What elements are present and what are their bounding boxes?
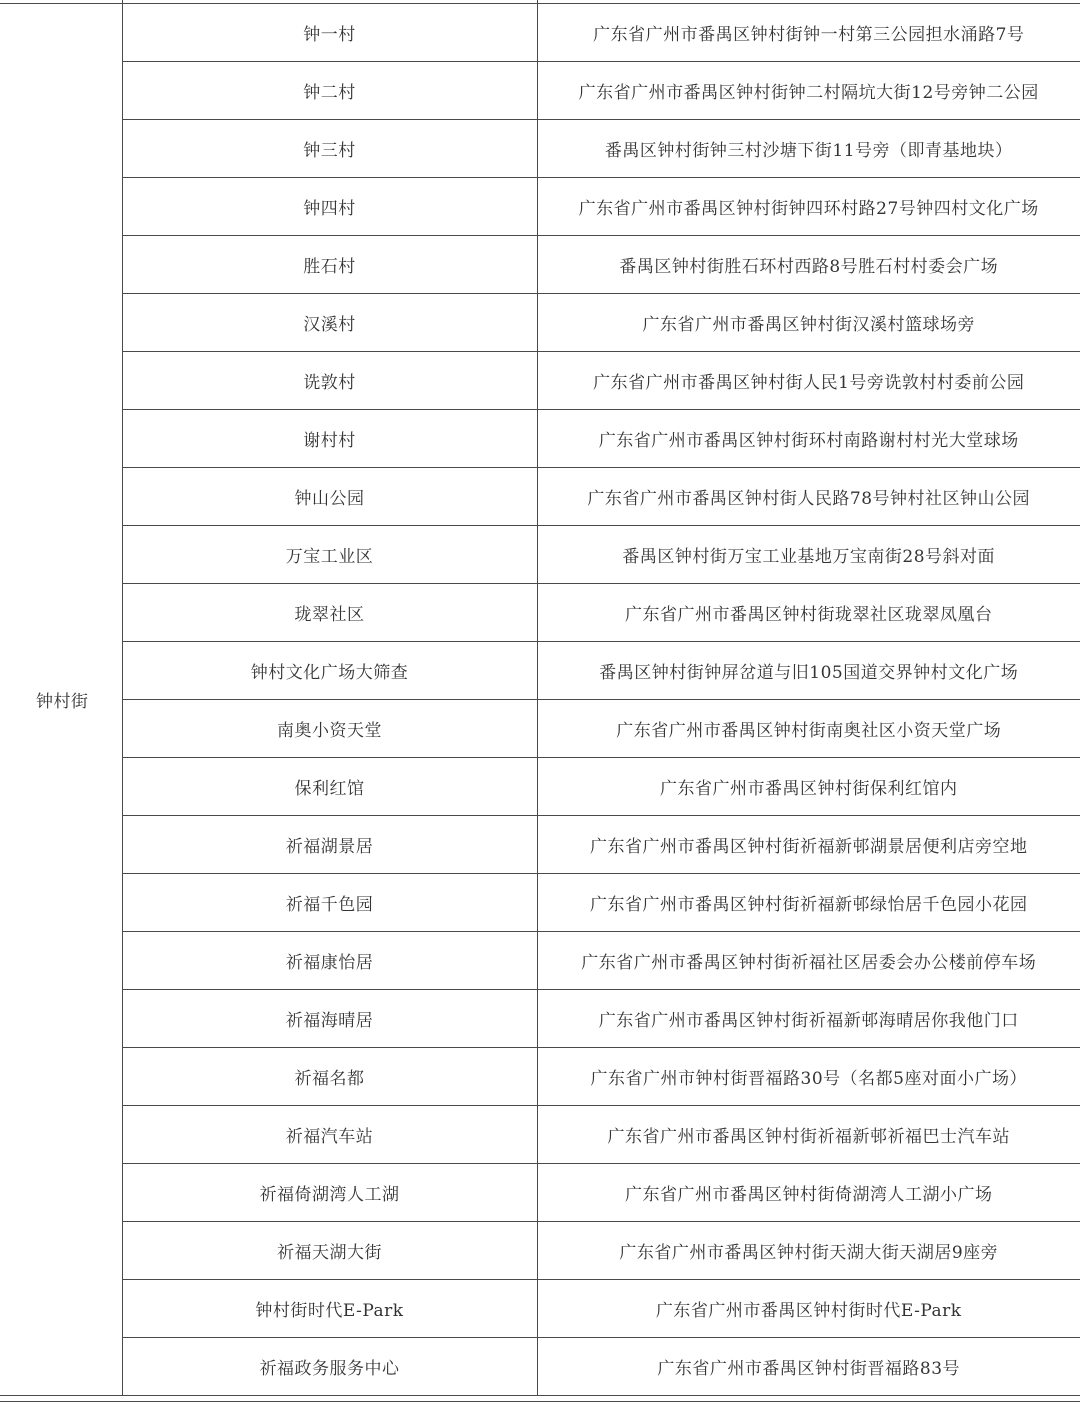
site-name-cell: 钟山公园	[122, 468, 537, 526]
site-address-cell: 广东省广州市番禺区钟村街南奥社区小资天堂广场	[537, 700, 1080, 758]
site-name-cell: 万宝工业区	[122, 526, 537, 584]
site-address-cell: 广东省广州市番禺区钟村街珑翠社区珑翠凤凰台	[537, 584, 1080, 642]
site-name-cell: 钟三村	[122, 120, 537, 178]
site-address-cell: 广东省广州市番禺区钟村街汉溪村篮球场旁	[537, 294, 1080, 352]
table-row	[0, 700, 1080, 758]
site-address-cell: 广东省广州市番禺区钟村街祈福社区居委会办公楼前停车场	[537, 932, 1080, 990]
site-address-cell: 广东省广州市番禺区钟村街钟二村隔坑大街12号旁钟二公园	[537, 62, 1080, 120]
site-address-cell: 广东省广州市番禺区钟村街人民1号旁诜敦村村委前公园	[537, 352, 1080, 410]
site-name-cell: 钟二村	[122, 62, 537, 120]
site-address-cell: 番禺区钟村街钟屏岔道与旧105国道交界钟村文化广场	[537, 642, 1080, 700]
site-address-cell: 番禺区钟村街胜石环村西路8号胜石村村委会广场	[537, 236, 1080, 294]
table-row	[0, 1338, 1080, 1396]
table-row	[0, 1048, 1080, 1106]
table-row	[0, 1222, 1080, 1280]
site-address-cell: 广东省广州市钟村街晋福路30号（名都5座对面小广场）	[537, 1048, 1080, 1106]
site-address-cell: 广东省广州市番禺区钟村街人民路78号钟村社区钟山公园	[537, 468, 1080, 526]
table-row	[0, 526, 1080, 584]
table-row	[0, 758, 1080, 816]
table-row	[0, 410, 1080, 468]
site-address-cell: 广东省广州市番禺区钟村街祈福新邨祈福巴士汽车站	[537, 1106, 1080, 1164]
site-address-cell: 广东省广州市番禺区钟村街祈福新邨绿怡居千色园小花园	[537, 874, 1080, 932]
site-address-cell: 番禺区钟村街万宝工业基地万宝南街28号斜对面	[537, 526, 1080, 584]
street-name-cell: 钟村街	[0, 4, 122, 1396]
table-row	[0, 1106, 1080, 1164]
table-row	[0, 468, 1080, 526]
table-row	[0, 932, 1080, 990]
table-row	[0, 120, 1080, 178]
site-name-cell: 祈福康怡居	[122, 932, 537, 990]
site-name-cell: 祈福千色园	[122, 874, 537, 932]
site-name-cell: 钟村街时代E-Park	[122, 1280, 537, 1338]
site-address-cell: 广东省广州市番禺区钟村街钟一村第三公园担水涌路7号	[537, 4, 1080, 62]
table-body	[0, 4, 1080, 1396]
site-name-cell: 钟村文化广场大筛查	[122, 642, 537, 700]
site-name-cell: 钟四村	[122, 178, 537, 236]
site-address-cell: 广东省广州市番禺区钟村街环村南路谢村村光大堂球场	[537, 410, 1080, 468]
site-name-cell: 祈福政务服务中心	[122, 1338, 537, 1396]
table-row	[0, 990, 1080, 1048]
site-name-cell: 祈福汽车站	[122, 1106, 537, 1164]
table-row	[0, 584, 1080, 642]
site-address-cell: 广东省广州市番禺区钟村街时代E-Park	[537, 1280, 1080, 1338]
site-name-cell: 钟一村	[122, 4, 537, 62]
testing-sites-table	[0, 3, 1080, 1396]
site-name-cell: 胜石村	[122, 236, 537, 294]
site-address-cell: 广东省广州市番禺区钟村街保利红馆内	[537, 758, 1080, 816]
table-row	[0, 294, 1080, 352]
site-name-cell: 珑翠社区	[122, 584, 537, 642]
table-row	[0, 62, 1080, 120]
site-name-cell: 诜敦村	[122, 352, 537, 410]
table-row	[0, 816, 1080, 874]
table-row	[0, 642, 1080, 700]
site-name-cell: 谢村村	[122, 410, 537, 468]
table-row	[0, 1280, 1080, 1338]
table-bottom-rule	[0, 1401, 1080, 1402]
table-row	[0, 352, 1080, 410]
table-row	[0, 236, 1080, 294]
table-row	[0, 874, 1080, 932]
site-address-cell: 广东省广州市番禺区钟村街钟四环村路27号钟四村文化广场	[537, 178, 1080, 236]
site-address-cell: 广东省广州市番禺区钟村街晋福路83号	[537, 1338, 1080, 1396]
table-row	[0, 4, 1080, 62]
site-name-cell: 南奥小资天堂	[122, 700, 537, 758]
site-name-cell: 保利红馆	[122, 758, 537, 816]
site-address-cell: 广东省广州市番禺区钟村街祈福新邨湖景居便利店旁空地	[537, 816, 1080, 874]
site-name-cell: 祈福倚湖湾人工湖	[122, 1164, 537, 1222]
table-row	[0, 1164, 1080, 1222]
table-row	[0, 178, 1080, 236]
site-name-cell: 汉溪村	[122, 294, 537, 352]
site-name-cell: 祈福湖景居	[122, 816, 537, 874]
site-name-cell: 祈福天湖大街	[122, 1222, 537, 1280]
site-address-cell: 广东省广州市番禺区钟村街倚湖湾人工湖小广场	[537, 1164, 1080, 1222]
site-name-cell: 祈福海晴居	[122, 990, 537, 1048]
site-address-cell: 广东省广州市番禺区钟村街祈福新邨海晴居你我他门口	[537, 990, 1080, 1048]
site-address-cell: 番禺区钟村街钟三村沙塘下街11号旁（即青基地块）	[537, 120, 1080, 178]
site-name-cell: 祈福名都	[122, 1048, 537, 1106]
site-address-cell: 广东省广州市番禺区钟村街天湖大街天湖居9座旁	[537, 1222, 1080, 1280]
